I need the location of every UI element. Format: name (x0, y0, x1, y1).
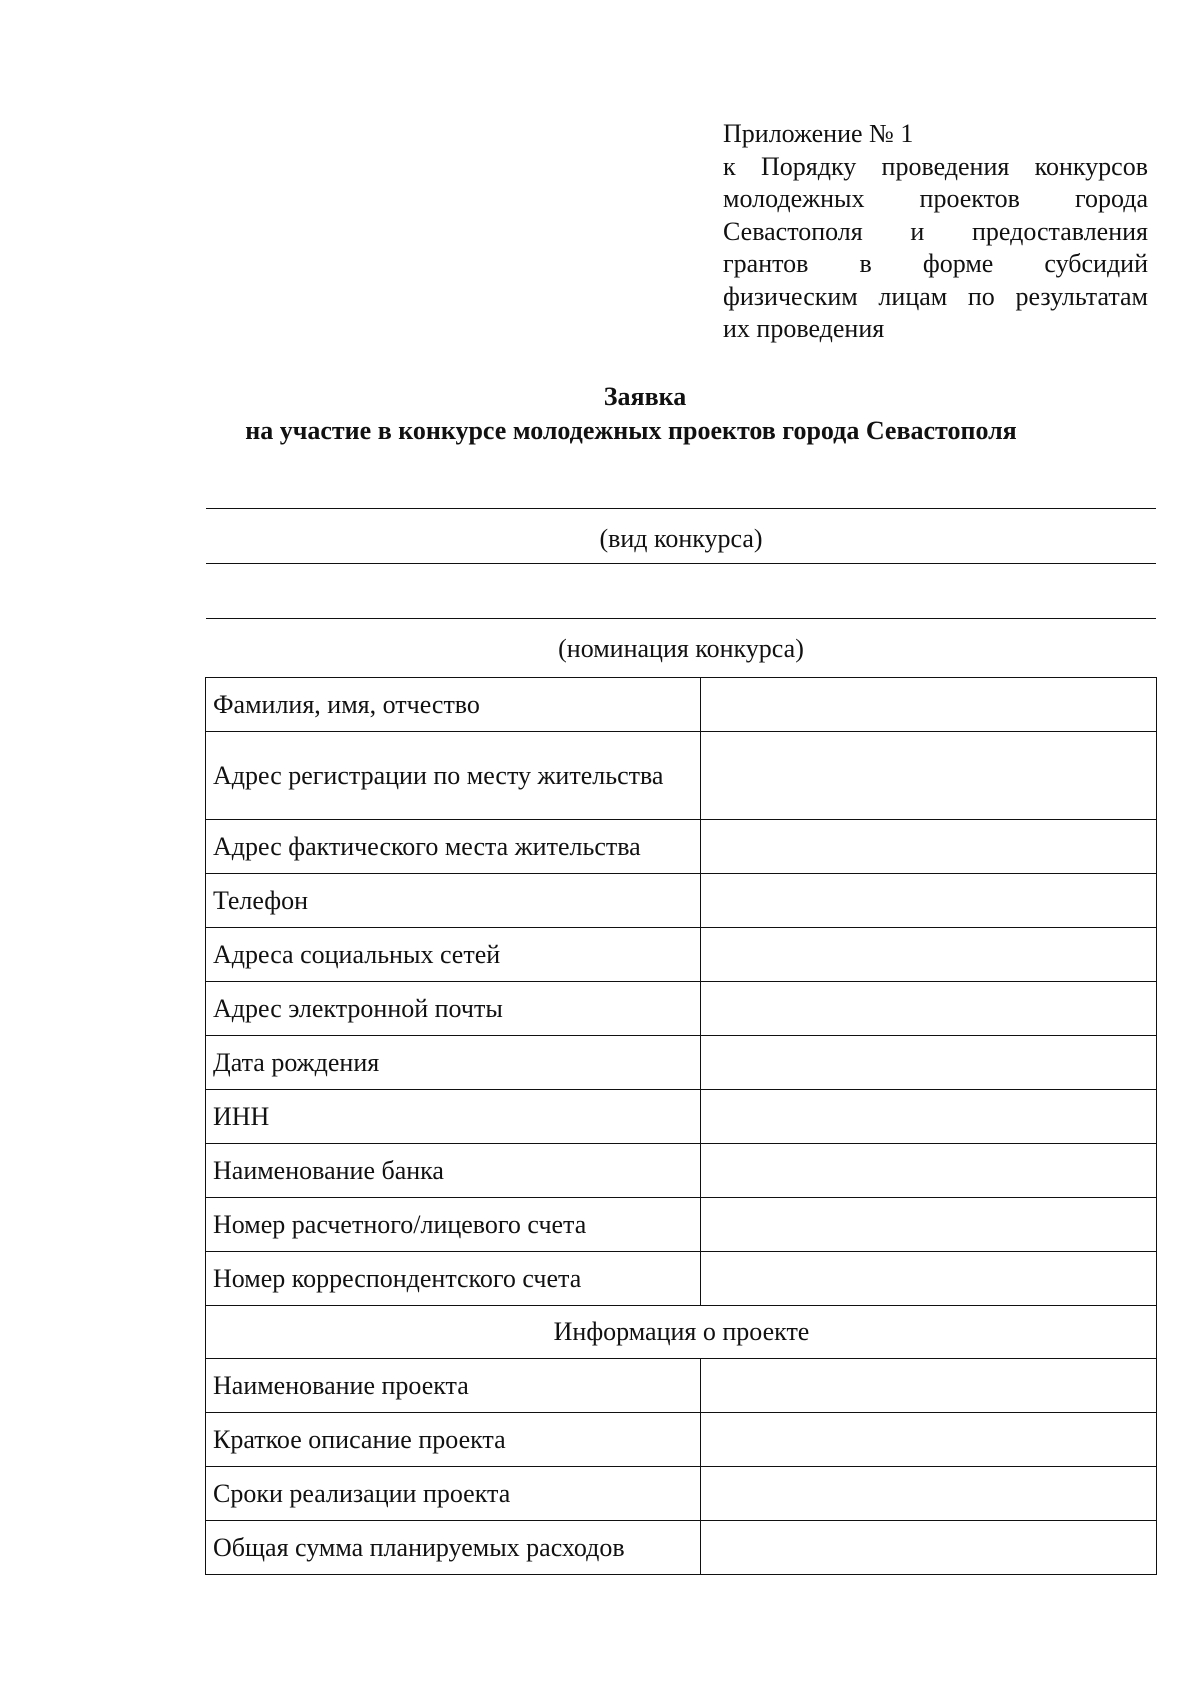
field-label: Номер корреспондентского счета (206, 1252, 701, 1306)
document-title (0, 380, 1200, 448)
field-value-cell[interactable] (700, 1252, 1156, 1306)
table-row (206, 820, 1157, 874)
field-value-cell[interactable] (700, 1090, 1156, 1144)
field-label: Сроки реализации проекта (206, 1467, 701, 1521)
field-value-cell[interactable] (700, 1198, 1156, 1252)
contest-type-caption: (вид конкурса) (599, 524, 763, 553)
table-row (206, 1359, 1157, 1413)
appendix-number: Приложение № 1 (723, 119, 914, 148)
contest-nomination-caption: (номинация конкурса) (558, 634, 804, 663)
field-value-cell[interactable] (700, 1359, 1156, 1413)
appendix-line: грантов в форме субсидий (723, 249, 1148, 278)
field-label: Адрес регистрации по месту жительства (206, 732, 701, 820)
title-subtitle: на участие в конкурсе молодежных проектов города Севастополя (245, 416, 1017, 445)
field-value-cell[interactable] (700, 982, 1156, 1036)
table-row (206, 678, 1157, 732)
field-value-cell[interactable] (700, 1036, 1156, 1090)
contest-nomination-line[interactable] (206, 618, 1156, 619)
appendix-header (723, 118, 1148, 346)
table-row (206, 1521, 1157, 1575)
divider-line (206, 563, 1156, 564)
field-label: Дата рождения (206, 1036, 701, 1090)
field-value-cell[interactable] (700, 678, 1156, 732)
appendix-line: молодежных проектов города (723, 184, 1148, 213)
field-label: ИНН (206, 1090, 701, 1144)
field-label: Общая сумма планируемых расходов (206, 1521, 701, 1575)
field-label: Телефон (206, 874, 701, 928)
field-value-cell[interactable] (700, 732, 1156, 820)
field-value-cell[interactable] (700, 874, 1156, 928)
project-section-heading: Информация о проекте (206, 1306, 1157, 1359)
table-row (206, 1090, 1157, 1144)
table-row (206, 1144, 1157, 1198)
field-value-cell[interactable] (700, 1467, 1156, 1521)
table-row (206, 1252, 1157, 1306)
field-label: Адрес электронной почты (206, 982, 701, 1036)
table-row (206, 1036, 1157, 1090)
table-row (206, 874, 1157, 928)
appendix-line: к Порядку проведения конкурсов (723, 151, 1148, 181)
appendix-line: физическим лицам по результатам (723, 281, 1148, 311)
table-row (206, 1413, 1157, 1467)
field-value-cell[interactable] (700, 928, 1156, 982)
table-row (206, 1467, 1157, 1521)
field-value-cell[interactable] (700, 1413, 1156, 1467)
field-value-cell[interactable] (700, 1521, 1156, 1575)
field-label: Адрес фактического места жительства (206, 820, 701, 874)
field-label: Краткое описание проекта (206, 1413, 701, 1467)
field-value-cell[interactable] (700, 820, 1156, 874)
table-row (206, 1198, 1157, 1252)
table-row (206, 982, 1157, 1036)
contest-type-line[interactable] (206, 508, 1156, 509)
field-label: Фамилия, имя, отчество (206, 678, 701, 732)
field-label: Наименование проекта (206, 1359, 701, 1413)
table-row (206, 928, 1157, 982)
title-main: Заявка (603, 382, 687, 411)
field-label: Адреса социальных сетей (206, 928, 701, 982)
field-label: Номер расчетного/лицевого счета (206, 1198, 701, 1252)
application-form-table (205, 677, 1157, 1575)
table-row (206, 732, 1157, 820)
appendix-line: Севастополя и предоставления (723, 216, 1148, 246)
section-header-row (206, 1306, 1157, 1359)
appendix-line: их проведения (723, 314, 885, 343)
field-label: Наименование банка (206, 1144, 701, 1198)
field-value-cell[interactable] (700, 1144, 1156, 1198)
